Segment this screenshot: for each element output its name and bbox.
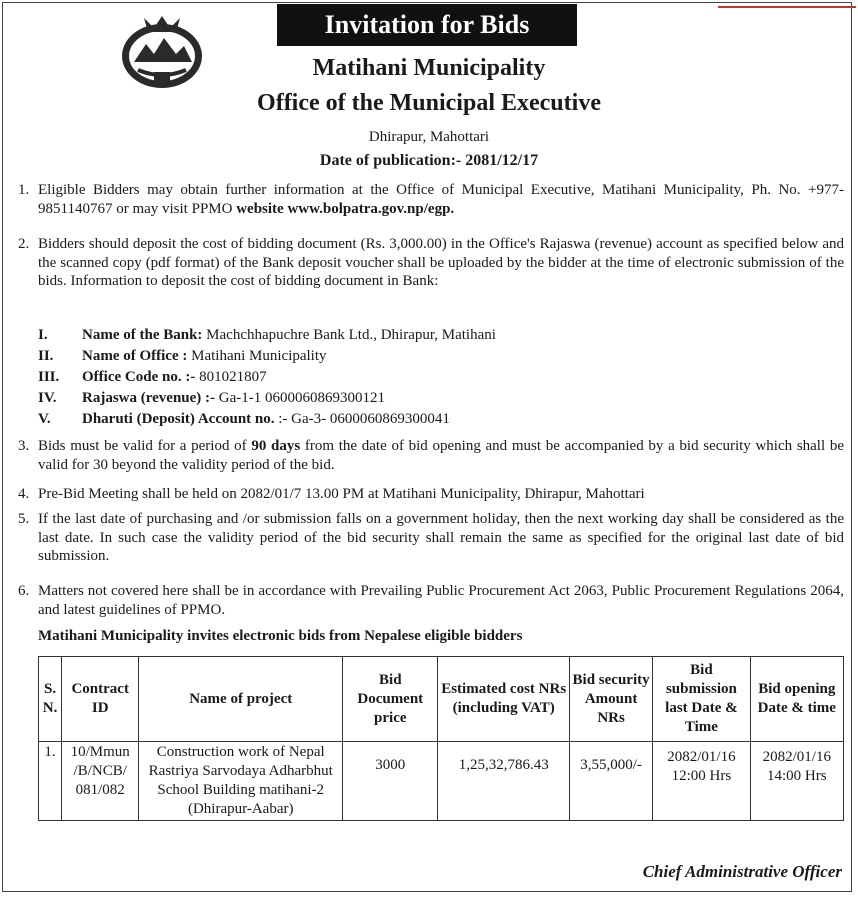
clause-text: Eligible Bidders may obtain further information at the Office of Municipal Executive, Matihani Municipality, Ph. No. +977-9851140767 or may visit PPMO: [38, 182, 844, 217]
publication-date: Date of publication:- 2081/12/17: [319, 152, 539, 169]
column-header: Contract ID: [62, 657, 139, 742]
table-row: [39, 742, 844, 821]
clause-number: 6.: [18, 583, 30, 599]
cell-project-name: Construction work of Nepal Rastriya Sarvodaya Adharbhut School Building matihani-2 (Dhirapur-Aabar): [139, 742, 343, 821]
title-banner: Invitation for Bids: [277, 4, 577, 46]
clause-text: If the last date of purchasing and /or submission falls on a government holiday, then the next working day shall be considered as the last date. In such case the validity period of the bid security shall remain the same as specified for the original last date of bid submission.: [38, 511, 844, 564]
column-header: Estimated cost NRs (including VAT): [438, 657, 569, 742]
bank-info-row: I. Name of the Bank: Machchhapuchre Bank Ltd., Dhirapur, Matihani: [38, 327, 496, 343]
bank-info-list: [38, 325, 738, 430]
column-header: Bid submission last Date & Time: [653, 657, 750, 742]
bank-info-row: II. Name of Office : Matihani Municipality: [38, 348, 327, 364]
bids-table: [38, 656, 844, 821]
cell-sn: 1.: [39, 742, 62, 821]
bank-info-row: IV. Rajaswa (revenue) :- Ga-1-1 0600060869300121: [38, 390, 386, 406]
clause-text: Bidders should deposit the cost of bidding document (Rs. 3,000.00) in the Office's Rajaswa (revenue) account as specified below and the scanned copy (pdf format) of the Bank deposit voucher shall be uploaded by the bidder at the time of electronic submission of the bids. Information to deposit the cost of bidding document in Bank:: [38, 236, 844, 289]
bank-info-row: V. Dharuti (Deposit) Account no. :- Ga-3- 0600060869300041: [38, 411, 450, 427]
bank-info-row: III. Office Code no. :- 801021807: [38, 369, 267, 385]
clause-website: website www.bolpatra.gov.np/egp.: [236, 200, 455, 217]
invite-heading: Matihani Municipality invites electronic bids from Nepalese eligible bidders: [38, 628, 523, 644]
column-header: Bid opening Date & time: [750, 657, 843, 742]
clause-number: 5.: [18, 511, 30, 527]
clause-4: [18, 485, 844, 504]
clause-number: 2.: [18, 236, 30, 252]
cell-bid-security: 3,55,000/-: [569, 742, 652, 821]
clause-1: [18, 181, 844, 218]
cell-opening-date: 2082/01/16 14:00 Hrs: [750, 742, 843, 821]
cell-contract-id: 10/Mmun /B/NCB/ 081/082: [62, 742, 139, 821]
clause-number: 3.: [18, 438, 30, 454]
clause-text: Pre-Bid Meeting shall be held on 2082/01/7 13.00 PM at Matihani Municipality, Dhirapur, Mahottari: [38, 486, 645, 502]
clause-3: 3. Bids must be valid for a period of 90 days from the date of bid opening and must be accompanied by a bid security which shall be valid for 30 beyond the validity period of the bid.: [18, 438, 844, 473]
cell-estimated-cost: 1,25,32,786.43: [438, 742, 569, 821]
cell-document-price: 3000: [343, 742, 438, 821]
corner-mark: [718, 0, 856, 8]
column-header: Bid Document price: [343, 657, 438, 742]
clause-6: [18, 582, 844, 619]
signatory-title: Chief Administrative Officer: [642, 862, 842, 881]
office-address: Dhirapur, Mahottari: [368, 129, 490, 145]
table-header-row: [39, 657, 844, 742]
column-header: Bid security Amount NRs: [569, 657, 652, 742]
column-header: Name of project: [139, 657, 343, 742]
organization-name: Matihani Municipality: [312, 55, 546, 81]
cell-submission-date: 2082/01/16 12:00 Hrs: [653, 742, 750, 821]
clause-number: 4.: [18, 486, 30, 502]
clause-number: 1.: [18, 182, 30, 198]
clause-text: Matters not covered here shall be in accordance with Prevailing Public Procurement Act 2063, Public Procurement Regulations 2064, and latest guidelines of PPMO.: [38, 583, 844, 618]
validity-days: 90 days: [251, 438, 301, 454]
column-header: S. N.: [39, 657, 62, 742]
clause-5: [18, 510, 844, 566]
clause-2: [18, 235, 844, 291]
office-name: Office of the Municipal Executive: [257, 90, 601, 116]
